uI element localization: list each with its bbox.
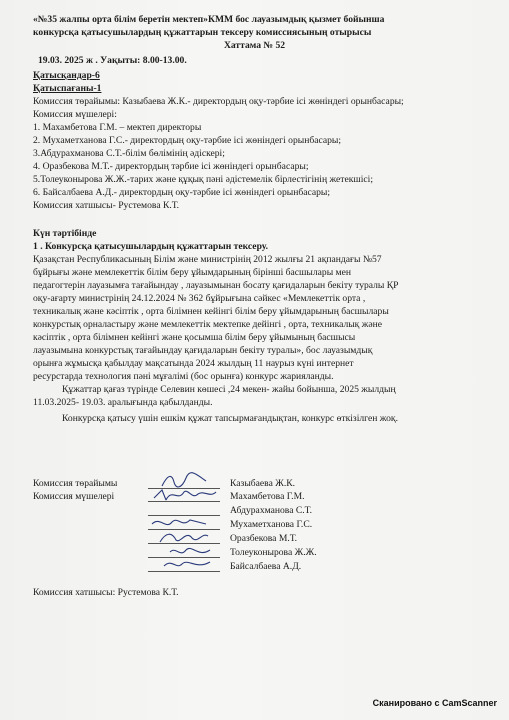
agenda-body-line: оқу-ағарту министрінің 24.12.2024 № 362 бұйрығына сәйкес «Мемлекеттік орта , [33, 293, 366, 304]
signature-name: Абдурахманова С.Т. [230, 505, 312, 516]
documents-line-2: 11.03.2025- 19.03. аралығында қабылданды. [33, 397, 213, 408]
signature-name: Махамбетова Г.М. [230, 491, 305, 502]
present-count: Қатысқандар-6 [33, 70, 100, 81]
agenda-heading: Күн тәртібінде [33, 228, 97, 239]
members-heading: Комиссия мүшелері: [33, 109, 117, 120]
signature-name: Оразбекова М.Т. [230, 533, 298, 544]
scanner-watermark: Сканировано с CamScanner [372, 698, 497, 708]
secretary-signature-line: Комиссия хатшысы: Рустемова К.Т. [33, 587, 179, 598]
agenda-body-line: педагогтерін лауазымға тағайындау , лауазымынан босату қағидаларын бекіту туралы ҚР [33, 280, 399, 291]
handwritten-signature [162, 556, 212, 572]
member-item: 3.Абдурахманова С.Т.-білім бөлімінің әдіскері; [33, 148, 225, 159]
member-item: 2. Мухаметханова Г.С.- директордың оқу-тәрбие ісі жөніндегі орынбасары; [33, 135, 342, 146]
agenda-body-line: конкурстық орналастыру және мемлекеттік мектепке дейінгі , орта, техникалық және [33, 319, 383, 330]
agenda-item: 1 . Конкурсқа қатысушылардың құжаттарын тексеру. [33, 241, 269, 252]
chair-label: Комиссия төрайымы [33, 478, 118, 489]
signature-name: Толеуконырова Ж.Ж. [230, 547, 317, 558]
agenda-body-line: ресурстарда технология пәні мұғалімі (бос орынға) конкурс жарияланды. [33, 371, 334, 382]
agenda-body-line: техникалық және кәсіптік , орта білімнен кейінгі білім беру ұйымдарының басшылары [33, 306, 389, 317]
agenda-body-line: бұйрығы және мемлекеттік білім беру ұйымдарының бірінші басшылары мен [33, 267, 352, 278]
absent-count: Қатыспағаны-1 [33, 83, 102, 94]
handwritten-signature [152, 486, 218, 504]
member-item: 1. Махамбетова Г.М. – мектеп директоры [33, 122, 202, 133]
member-item: 5.Толеуконырова Ж.Ж.-тарих және құқық пәні әдістемелік бірлестігінің жетекшісі; [33, 174, 374, 185]
title-line-1: «№35 жалпы орта білім беретін мектеп»КММ бос лауазымдық қызмет бойынша [33, 14, 385, 25]
agenda-body-line: лауазымына конкурстық тағайындау қағидаларын бекіту туралы», бос лауазымдық [33, 345, 373, 356]
title-line-2: конкурсқа қатысушылардың құжаттарын тексеру комиссиясының отырысы [33, 27, 372, 38]
member-item: 6. Байсалбаева А.Д.- директордың оқу-тәрбие ісі жөніндегі орынбасары; [33, 187, 331, 198]
commission-secretary: Комиссия хатшысы- Рустемова К.Т. [33, 200, 180, 211]
agenda-body-line: орынға жұмысқа қабылдау мақсатында 2024 жылдың 11 наурыз күні интернет [33, 358, 354, 369]
documents-line-1: Құжаттар қағаз түрінде Селевин көшесі ,24 мекен- жайы бойынша, 2025 жылдың [62, 384, 396, 395]
signature-name: Байсалбаева А.Д. [230, 561, 302, 572]
signature-name: Мухаметханова Г.С. [230, 519, 313, 530]
date-time: 19.03. 2025 ж . Уақыты: 8.00-13.00. [38, 55, 187, 66]
commission-chair: Комиссия төрайымы: Казыбаева Ж.К.- директордың оқу-тәрбие ісі жөніндегі орынбасары; [33, 96, 404, 107]
agenda-body-line: кәсіптік , орта білімнен кейінгі және қосымша білім беру ұйымының басшысы [33, 332, 356, 343]
agenda-body-line: Қазақстан Республикасының Білім және министрінің 2012 жылғы 21 ақпандағы №57 [33, 254, 382, 265]
protocol-number: Хаттама № 52 [223, 40, 286, 51]
signature-name: Казыбаева Ж.К. [230, 478, 296, 489]
conclusion: Конкурсқа қатысу үшін ешкім құжат тапсырмағандықтан, конкурс өткізілген жоқ. [62, 413, 398, 424]
members-label: Комиссия мүшелері [33, 491, 115, 502]
member-item: 4. Оразбекова М.Т.- директордың тәрбие ісі жөніндегі орынбасары; [33, 161, 309, 172]
